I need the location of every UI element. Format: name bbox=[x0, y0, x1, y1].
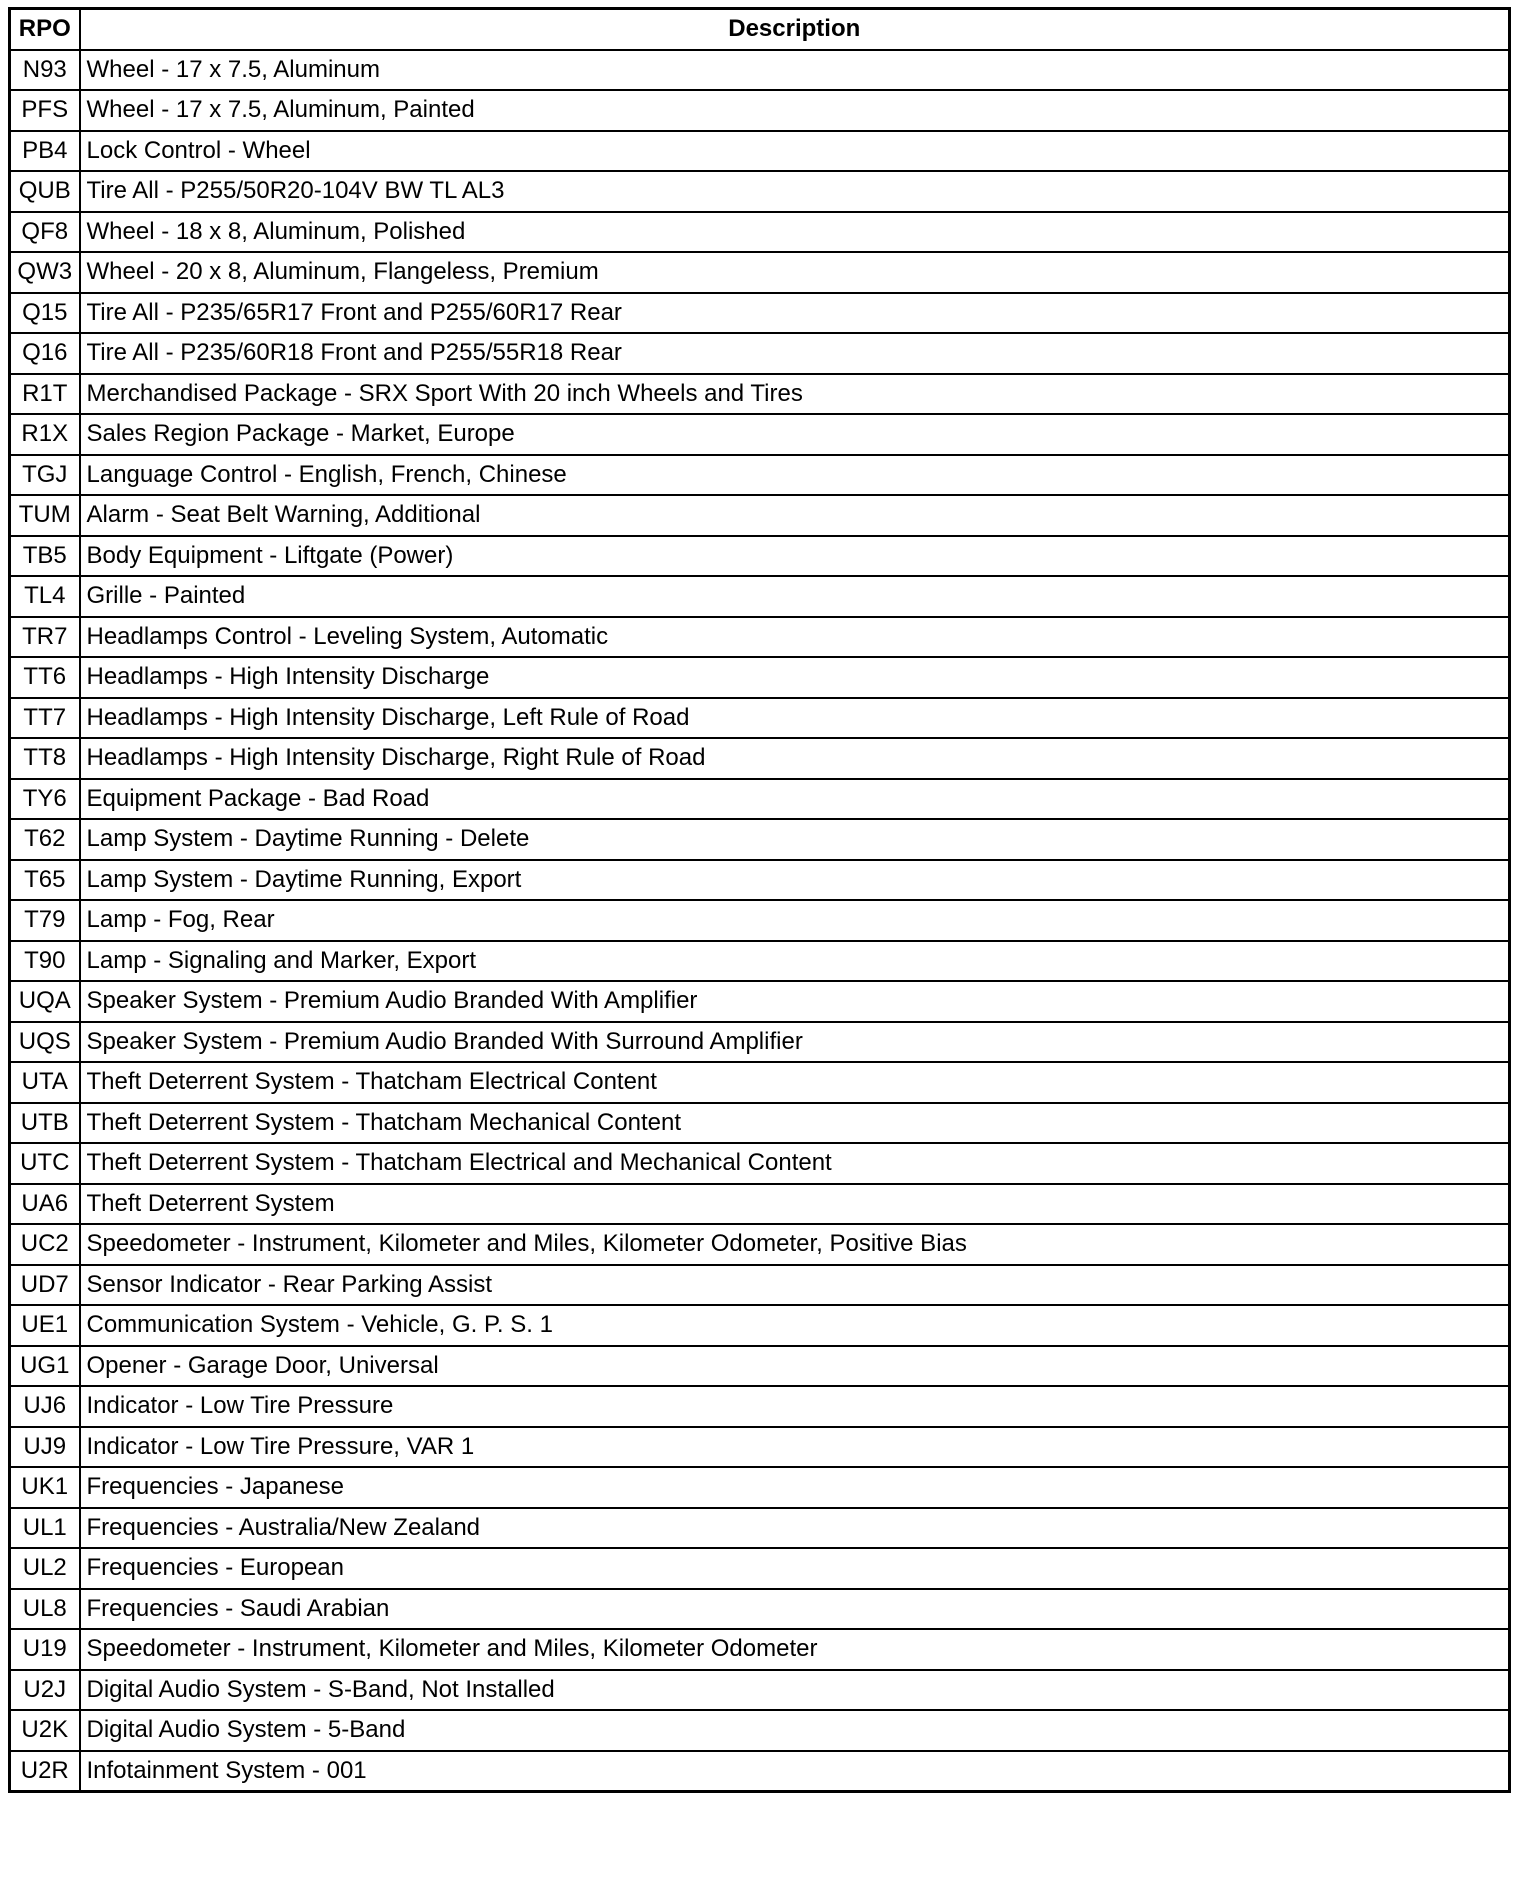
rpo-code-cell: T79 bbox=[10, 900, 80, 941]
rpo-code-cell: UTC bbox=[10, 1143, 80, 1184]
rpo-code-cell: TUM bbox=[10, 495, 80, 536]
description-cell: Tire All - P235/65R17 Front and P255/60R17 Rear bbox=[80, 293, 1510, 334]
rpo-code-cell: U2J bbox=[10, 1670, 80, 1711]
rpo-code-cell: Q16 bbox=[10, 333, 80, 374]
table-row bbox=[10, 941, 1510, 982]
description-cell: Opener - Garage Door, Universal bbox=[80, 1346, 1510, 1387]
description-cell: Merchandised Package - SRX Sport With 20 inch Wheels and Tires bbox=[80, 374, 1510, 415]
rpo-code-cell: UC2 bbox=[10, 1224, 80, 1265]
table-row bbox=[10, 1589, 1510, 1630]
table-row bbox=[10, 212, 1510, 253]
rpo-code-cell: TB5 bbox=[10, 536, 80, 577]
description-cell: Digital Audio System - S-Band, Not Installed bbox=[80, 1670, 1510, 1711]
description-cell: Tire All - P235/60R18 Front and P255/55R18 Rear bbox=[80, 333, 1510, 374]
rpo-code-cell: UTA bbox=[10, 1062, 80, 1103]
table-row bbox=[10, 1710, 1510, 1751]
table-row bbox=[10, 414, 1510, 455]
table-row bbox=[10, 1508, 1510, 1549]
rpo-code-cell: TL4 bbox=[10, 576, 80, 617]
table-row bbox=[10, 617, 1510, 658]
table-row bbox=[10, 1143, 1510, 1184]
description-cell: Wheel - 18 x 8, Aluminum, Polished bbox=[80, 212, 1510, 253]
rpo-code-cell: UG1 bbox=[10, 1346, 80, 1387]
table-row bbox=[10, 455, 1510, 496]
rpo-code-cell: QW3 bbox=[10, 252, 80, 293]
description-cell: Indicator - Low Tire Pressure, VAR 1 bbox=[80, 1427, 1510, 1468]
table-row bbox=[10, 50, 1510, 91]
rpo-column-header: RPO bbox=[10, 9, 80, 50]
table-row bbox=[10, 1305, 1510, 1346]
rpo-code-cell: UL8 bbox=[10, 1589, 80, 1630]
table-row bbox=[10, 698, 1510, 739]
table-row bbox=[10, 1265, 1510, 1306]
description-cell: Infotainment System - 001 bbox=[80, 1751, 1510, 1792]
table-row bbox=[10, 1062, 1510, 1103]
table-row bbox=[10, 738, 1510, 779]
rpo-code-cell: TT6 bbox=[10, 657, 80, 698]
rpo-code-cell: UJ9 bbox=[10, 1427, 80, 1468]
table-row bbox=[10, 252, 1510, 293]
description-cell: Digital Audio System - 5-Band bbox=[80, 1710, 1510, 1751]
table-row bbox=[10, 576, 1510, 617]
rpo-code-cell: Q15 bbox=[10, 293, 80, 334]
description-cell: Theft Deterrent System bbox=[80, 1184, 1510, 1225]
table-row bbox=[10, 293, 1510, 334]
rpo-code-cell: U19 bbox=[10, 1629, 80, 1670]
rpo-code-cell: PFS bbox=[10, 90, 80, 131]
table-row bbox=[10, 1386, 1510, 1427]
table-row bbox=[10, 1103, 1510, 1144]
table-row bbox=[10, 1224, 1510, 1265]
rpo-code-cell: UJ6 bbox=[10, 1386, 80, 1427]
description-cell: Sensor Indicator - Rear Parking Assist bbox=[80, 1265, 1510, 1306]
description-cell: Body Equipment - Liftgate (Power) bbox=[80, 536, 1510, 577]
table-row bbox=[10, 536, 1510, 577]
table-body bbox=[10, 50, 1510, 1792]
rpo-code-cell: T65 bbox=[10, 860, 80, 901]
rpo-code-cell: UK1 bbox=[10, 1467, 80, 1508]
description-cell: Lamp System - Daytime Running - Delete bbox=[80, 819, 1510, 860]
description-cell: Lamp System - Daytime Running, Export bbox=[80, 860, 1510, 901]
rpo-code-cell: UTB bbox=[10, 1103, 80, 1144]
rpo-code-cell: TGJ bbox=[10, 455, 80, 496]
description-cell: Headlamps - High Intensity Discharge, Right Rule of Road bbox=[80, 738, 1510, 779]
table-header-row bbox=[10, 9, 1510, 50]
description-cell: Indicator - Low Tire Pressure bbox=[80, 1386, 1510, 1427]
description-cell: Frequencies - European bbox=[80, 1548, 1510, 1589]
description-cell: Speaker System - Premium Audio Branded With Amplifier bbox=[80, 981, 1510, 1022]
description-cell: Speedometer - Instrument, Kilometer and Miles, Kilometer Odometer bbox=[80, 1629, 1510, 1670]
rpo-code-cell: UD7 bbox=[10, 1265, 80, 1306]
description-cell: Headlamps Control - Leveling System, Automatic bbox=[80, 617, 1510, 658]
table-row bbox=[10, 171, 1510, 212]
table-row bbox=[10, 374, 1510, 415]
description-cell: Wheel - 17 x 7.5, Aluminum bbox=[80, 50, 1510, 91]
description-cell: Language Control - English, French, Chinese bbox=[80, 455, 1510, 496]
description-cell: Frequencies - Japanese bbox=[80, 1467, 1510, 1508]
rpo-code-cell: T62 bbox=[10, 819, 80, 860]
rpo-code-cell: TY6 bbox=[10, 779, 80, 820]
table-row bbox=[10, 333, 1510, 374]
table-row bbox=[10, 90, 1510, 131]
table-row bbox=[10, 131, 1510, 172]
description-cell: Frequencies - Saudi Arabian bbox=[80, 1589, 1510, 1630]
table-row bbox=[10, 1427, 1510, 1468]
description-cell: Wheel - 17 x 7.5, Aluminum, Painted bbox=[80, 90, 1510, 131]
rpo-code-cell: T90 bbox=[10, 941, 80, 982]
description-cell: Lamp - Signaling and Marker, Export bbox=[80, 941, 1510, 982]
rpo-code-cell: UL1 bbox=[10, 1508, 80, 1549]
rpo-code-cell: UA6 bbox=[10, 1184, 80, 1225]
description-cell: Headlamps - High Intensity Discharge bbox=[80, 657, 1510, 698]
description-cell: Speaker System - Premium Audio Branded With Surround Amplifier bbox=[80, 1022, 1510, 1063]
table-row bbox=[10, 1751, 1510, 1792]
table-row bbox=[10, 1467, 1510, 1508]
description-cell: Alarm - Seat Belt Warning, Additional bbox=[80, 495, 1510, 536]
rpo-table bbox=[8, 7, 1511, 1793]
table-row bbox=[10, 1670, 1510, 1711]
table-row bbox=[10, 1629, 1510, 1670]
description-cell: Communication System - Vehicle, G. P. S. 1 bbox=[80, 1305, 1510, 1346]
description-cell: Tire All - P255/50R20-104V BW TL AL3 bbox=[80, 171, 1510, 212]
description-cell: Theft Deterrent System - Thatcham Electrical Content bbox=[80, 1062, 1510, 1103]
rpo-code-cell: QF8 bbox=[10, 212, 80, 253]
rpo-code-cell: TR7 bbox=[10, 617, 80, 658]
table-row bbox=[10, 981, 1510, 1022]
description-cell: Lamp - Fog, Rear bbox=[80, 900, 1510, 941]
table-row bbox=[10, 1346, 1510, 1387]
rpo-code-cell: R1X bbox=[10, 414, 80, 455]
description-cell: Lock Control - Wheel bbox=[80, 131, 1510, 172]
table-row bbox=[10, 779, 1510, 820]
rpo-code-cell: UQS bbox=[10, 1022, 80, 1063]
table-row bbox=[10, 495, 1510, 536]
rpo-code-cell: UE1 bbox=[10, 1305, 80, 1346]
rpo-code-cell: N93 bbox=[10, 50, 80, 91]
description-cell: Wheel - 20 x 8, Aluminum, Flangeless, Premium bbox=[80, 252, 1510, 293]
description-cell: Equipment Package - Bad Road bbox=[80, 779, 1510, 820]
rpo-code-cell: UL2 bbox=[10, 1548, 80, 1589]
description-cell: Speedometer - Instrument, Kilometer and Miles, Kilometer Odometer, Positive Bias bbox=[80, 1224, 1510, 1265]
rpo-code-cell: TT8 bbox=[10, 738, 80, 779]
table-row bbox=[10, 900, 1510, 941]
rpo-code-cell: U2R bbox=[10, 1751, 80, 1792]
rpo-code-cell: TT7 bbox=[10, 698, 80, 739]
table-row bbox=[10, 1022, 1510, 1063]
table-row bbox=[10, 657, 1510, 698]
table-row bbox=[10, 819, 1510, 860]
rpo-code-cell: PB4 bbox=[10, 131, 80, 172]
table-row bbox=[10, 1548, 1510, 1589]
description-cell: Theft Deterrent System - Thatcham Mechanical Content bbox=[80, 1103, 1510, 1144]
description-cell: Grille - Painted bbox=[80, 576, 1510, 617]
description-cell: Sales Region Package - Market, Europe bbox=[80, 414, 1510, 455]
description-column-header: Description bbox=[80, 9, 1510, 50]
description-cell: Headlamps - High Intensity Discharge, Left Rule of Road bbox=[80, 698, 1510, 739]
table-row bbox=[10, 1184, 1510, 1225]
table-row bbox=[10, 860, 1510, 901]
rpo-code-cell: R1T bbox=[10, 374, 80, 415]
description-cell: Frequencies - Australia/New Zealand bbox=[80, 1508, 1510, 1549]
rpo-code-cell: UQA bbox=[10, 981, 80, 1022]
description-cell: Theft Deterrent System - Thatcham Electrical and Mechanical Content bbox=[80, 1143, 1510, 1184]
rpo-code-cell: QUB bbox=[10, 171, 80, 212]
rpo-code-cell: U2K bbox=[10, 1710, 80, 1751]
